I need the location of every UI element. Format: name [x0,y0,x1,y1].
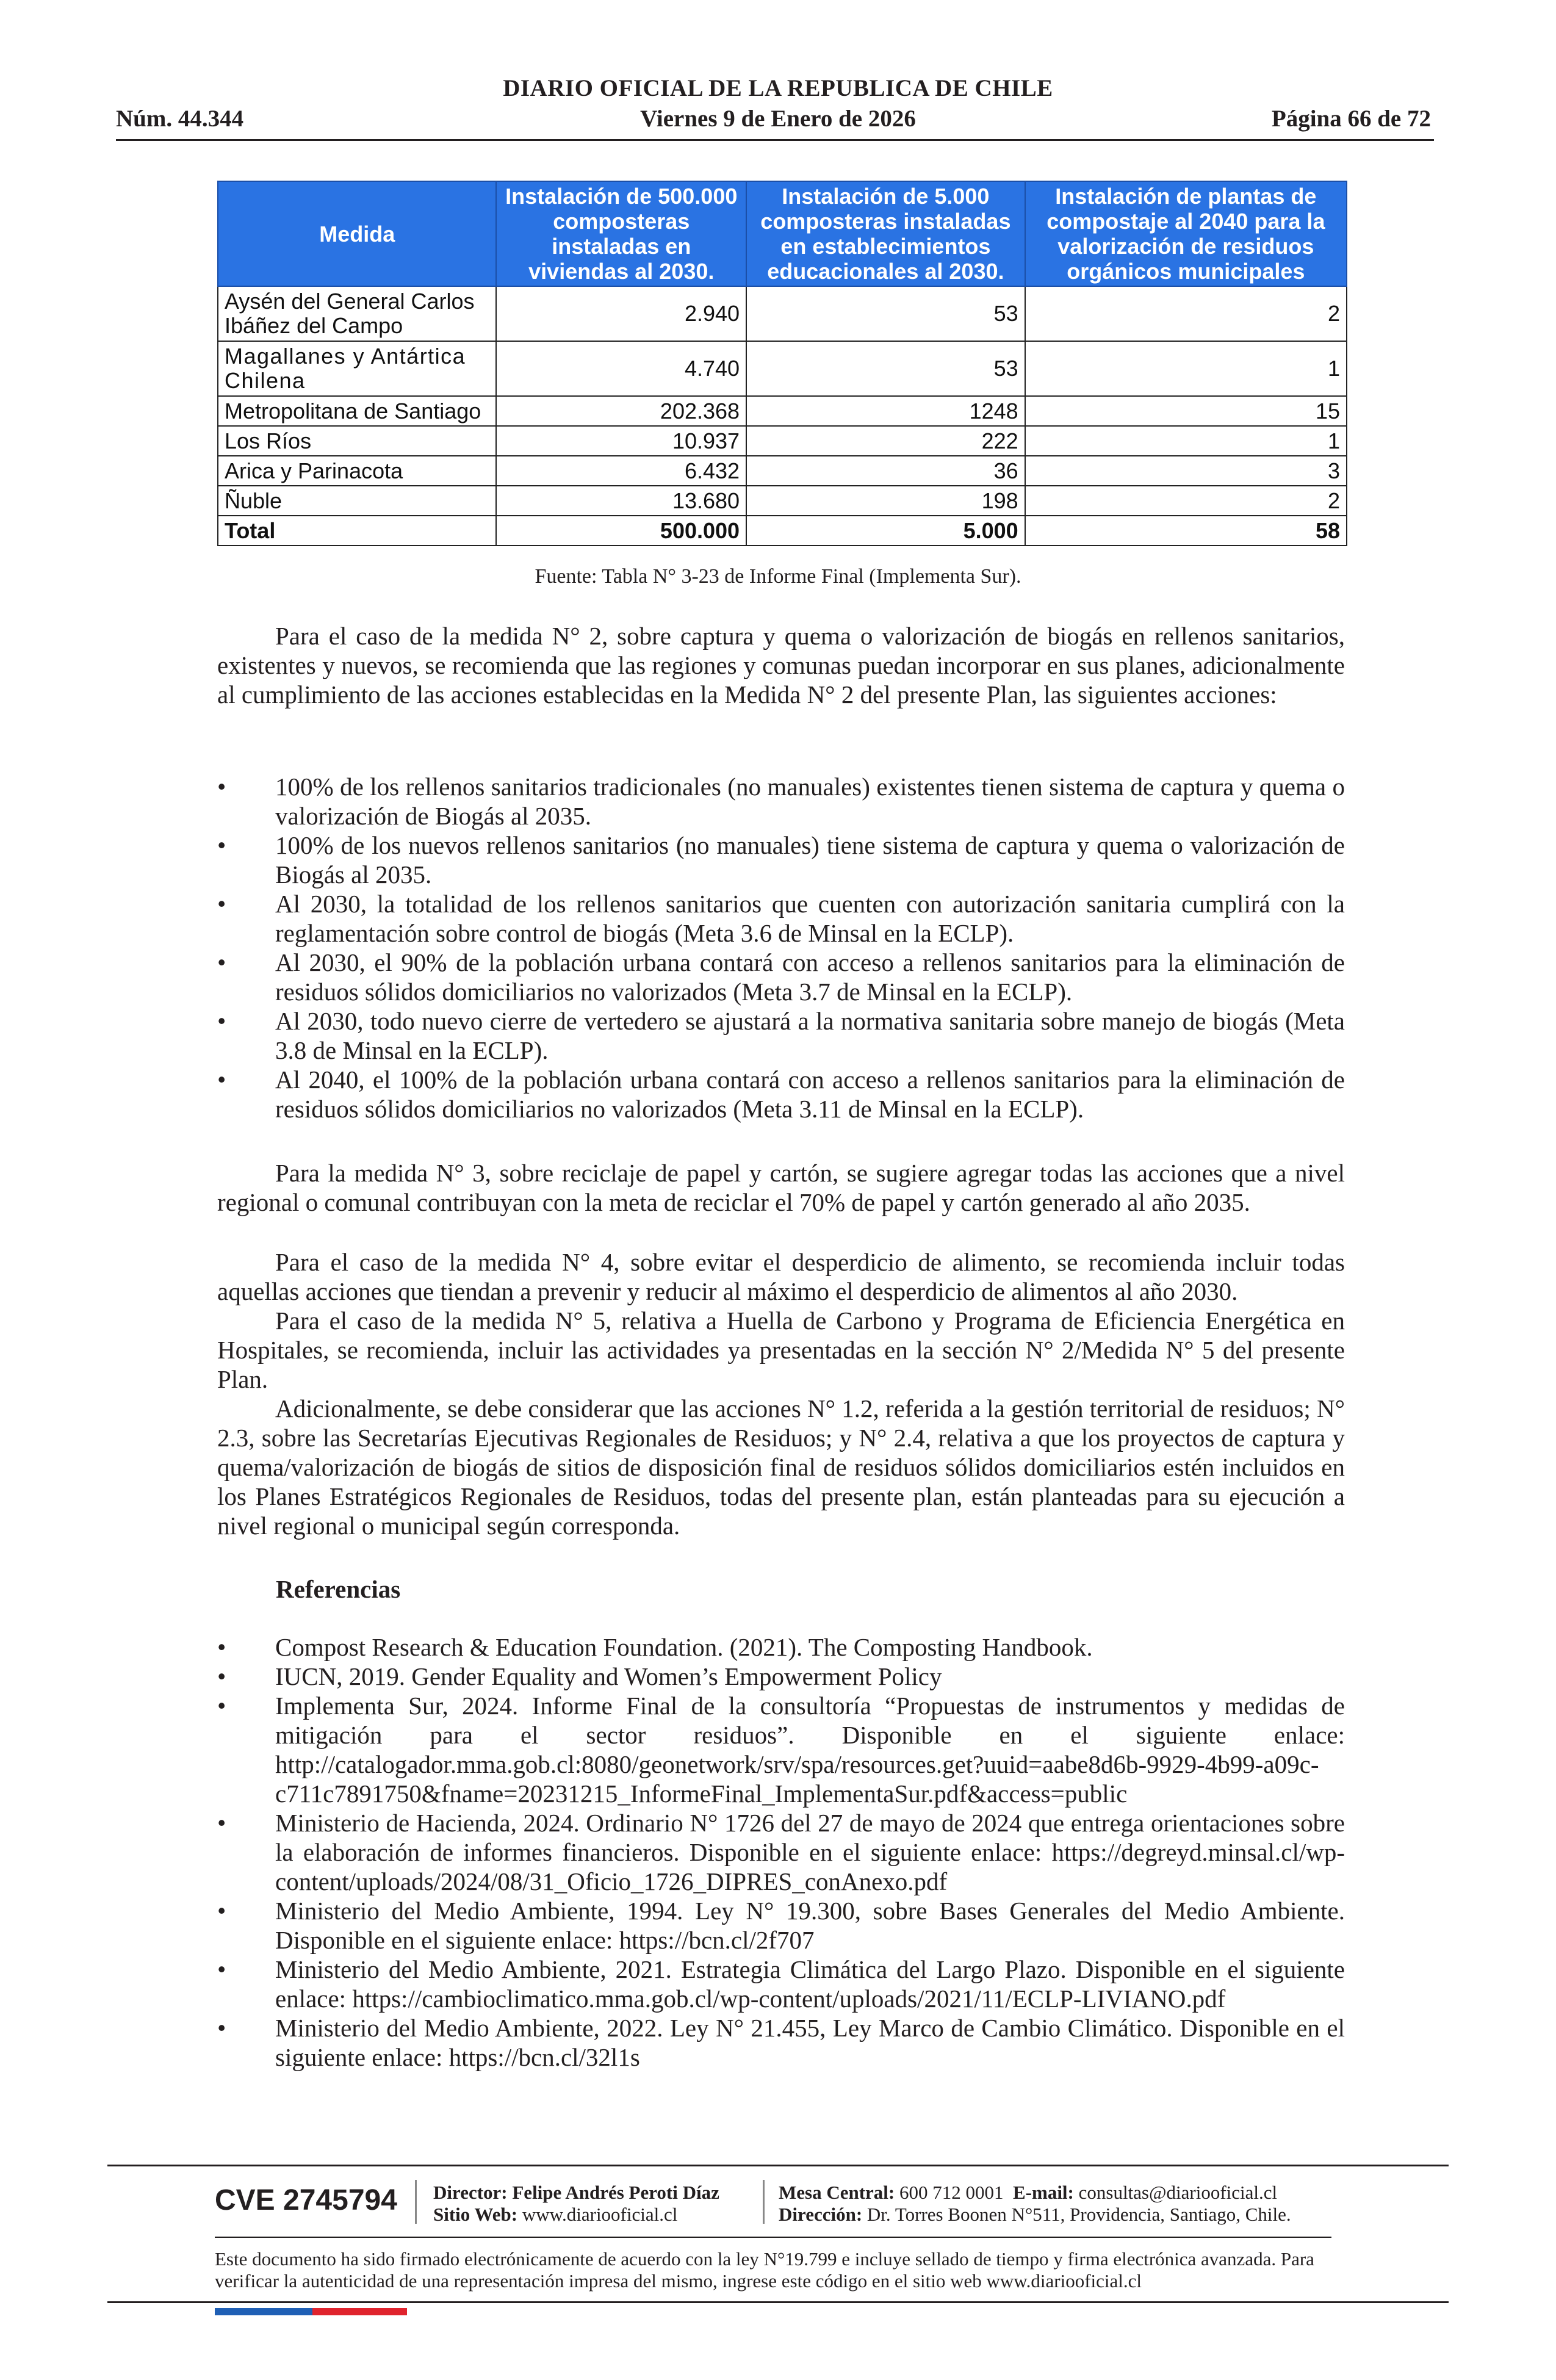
value-cell: 36 [746,456,1025,486]
list-item: • Al 2040, el 100% de la población urbana contará con acceso a rellenos sanitarios para la eliminación de residuos sólidos domiciliarios no valorizados (Meta 3.11 de Minsal en la ECLP). [217,1065,1345,1123]
table-row [218,396,1347,426]
table-source: Fuente: Tabla N° 3-23 de Informe Final (Implementa Sur). [535,565,1021,588]
value-cell: 10.937 [496,426,746,456]
director-name: Felipe Andrés Peroti Díaz [512,2182,719,2203]
header-plantas-compostaje: Instalación de plantas de compostaje al 2040 para la valorización de residuos orgánicos municipales [1025,181,1347,286]
list-item: • 100% de los nuevos rellenos sanitarios (no manuales) tiene sistema de captura y quema o valorización de Biogás al 2035. [217,831,1345,889]
table-header-row [218,181,1347,286]
signature-note: Este documento ha sido firmado electrónicamente de acuerdo con la ley N°19.799 e incluye sellado de tiempo y firma electrónica avanzada. Para verificar la autenticidad de una representación impresa del mismo, ingrese este código en el sitio web www.diariooficial.cl [215,2248,1314,2292]
footer-separator [415,2180,417,2224]
region-cell: Aysén del General Carlos Ibáñez del Campo [218,286,496,341]
header-composteras-educacionales: Instalación de 5.000 composteras instaladas en establecimientos educacionales al 2030. [746,181,1025,286]
list-item: • Al 2030, todo nuevo cierre de vertedero se ajustará a la normativa sanitaria sobre manejo de biogás (Meta 3.8 de Minsal en la ECLP). [217,1006,1345,1065]
flag-stripe-red [312,2308,407,2315]
table-row [218,341,1347,396]
reference-item[interactable]: • Ministerio del Medio Ambiente, 2021. Estrategia Climática del Largo Plazo. Disponible en el siguiente enlace: https://cambioclimatico.mma.gob.cl/wp-content/uploads/2021/11/ECLP-LIVIANO.pdf [217,1955,1345,2013]
actions-list [217,772,1345,1123]
list-item: • 100% de los rellenos sanitarios tradicionales (no manuales) existentes tienen sistema de captura y quema o valorización de Biogás al 2035. [217,772,1345,831]
address-text: Dr. Torres Boonen N°511, Providencia, Santiago, Chile. [866,2204,1291,2225]
paragraph-medida-4: Para el caso de la medida N° 4, sobre evitar el desperdicio de alimento, se recomienda incluir todas aquellas acciones que tiendan a prevenir y reducir al máximo el desperdicio de alimentos al año 2030. [217,1248,1345,1305]
intro-paragraph: Para el caso de la medida N° 2, sobre captura y quema o valorización de biogás en rellenos sanitarios, existentes y nuevos, se recomienda que las regiones y comunas puedan incorporar en sus planes, adicionalmente al cumplimiento de las acciones establecidas en la Medida N° 2 del presente Plan, las siguientes acciones: [217,622,1345,709]
value-cell: 1248 [746,396,1025,426]
value-cell: 2 [1025,486,1347,516]
references-heading: Referencias [276,1575,401,1603]
value-cell: 6.432 [496,456,746,486]
table-row [218,286,1347,341]
web-label: Sitio Web: [433,2204,518,2225]
table-row [218,426,1347,456]
region-cell: Metropolitana de Santiago [218,396,496,426]
list-item: • Al 2030, el 90% de la población urbana contará con acceso a rellenos sanitarios para la eliminación de residuos sólidos domiciliarios no valorizados (Meta 3.7 de Minsal en la ECLP). [217,948,1345,1006]
footer-contact [779,2182,1277,2204]
email-label: E-mail: [1013,2182,1074,2203]
table-row [218,486,1347,516]
footer-mid-rule [215,2237,1331,2238]
reference-item[interactable]: • Ministerio del Medio Ambiente, 2022. Ley N° 21.455, Ley Marco de Cambio Climático. Disponible en el siguiente enlace: https://bcn.cl/32l1s [217,2013,1345,2072]
email-link[interactable]: consultas@diariooficial.cl [1078,2182,1278,2203]
phone-number: 600 712 0001 [899,2182,1004,2203]
issue-date: Viernes 9 de Enero de 2026 [640,106,916,132]
total-value: 500.000 [496,516,746,546]
value-cell: 1 [1025,341,1347,396]
value-cell: 202.368 [496,396,746,426]
phone-label: Mesa Central: [779,2182,895,2203]
value-cell: 53 [746,341,1025,396]
header-divider [116,139,1434,141]
value-cell: 53 [746,286,1025,341]
reference-item[interactable]: • Implementa Sur, 2024. Informe Final de la consultoría “Propuestas de instrumentos y medidas de mitigación para el sector residuos”. Disponible en el siguiente enlace: http://catalogador.mma.gob.cl:8080/geonetwork/srv/spa/resources.get?uuid=aabe8d6b-9929-4b99-a09c-c711c7891750&fname=20231215_InformeFinal_ImplementaSur.pdf&access=public [217,1691,1345,1808]
paragraph-adicionalmente: Adicionalmente, se debe considerar que las acciones N° 1.2, referida a la gestión territorial de residuos; N° 2.3, sobre las Secretarías Ejecutivas Regionales de Residuos; y N° 2.4, relativa a que los proyectos de captura y quema/valorización de biogás de sitios de disposición final de residuos sólidos domiciliarios estén incluidos en los Planes Estratégicos Regionales de Residuos, todas del presente plan, están planteadas para su ejecución a nivel regional o municipal según corresponda. [217,1394,1345,1540]
address-label: Dirección: [779,2204,863,2225]
value-cell: 2.940 [496,286,746,341]
reference-item: • IUCN, 2019. Gender Equality and Women’s Empowerment Policy [217,1662,1345,1691]
composting-table [217,181,1347,546]
footer-address [779,2204,1291,2226]
value-cell: 1 [1025,426,1347,456]
paragraph-medida-3: Para la medida N° 3, sobre reciclaje de papel y cartón, se sugiere agregar todas las acciones que a nivel regional o comunal contribuyan con la meta de reciclar el 70% de papel y cartón generado al año 2035. [217,1159,1345,1216]
paragraph-medida-5: Para el caso de la medida N° 5, relativa a Huella de Carbono y Programa de Eficiencia Energética en Hospitales, se recomienda, incluir las actividades ya presentadas en la sección N° 2/Medida N° 5 del presente Plan. [217,1307,1345,1393]
web-link[interactable]: www.diariooficial.cl [522,2204,678,2225]
director-label: Director: [433,2182,508,2203]
reference-item[interactable]: • Ministerio del Medio Ambiente, 1994. Ley N° 19.300, sobre Bases Generales del Medio Ambiente. Disponible en el siguiente enlace: https://bcn.cl/2f707 [217,1896,1345,1955]
region-cell: Magallanes y Antártica Chilena [218,341,496,396]
total-value: 5.000 [746,516,1025,546]
footer-separator [763,2180,765,2224]
value-cell: 3 [1025,456,1347,486]
value-cell: 222 [746,426,1025,456]
table-total-row [218,516,1347,546]
footer-website [433,2204,677,2226]
gazette-title: DIARIO OFICIAL DE LA REPUBLICA DE CHILE [503,75,1053,101]
value-cell: 13.680 [496,486,746,516]
header-medida: Medida [218,181,496,286]
table-row [218,456,1347,486]
page-indicator: Página 66 de 72 [1271,106,1431,132]
list-item: • Al 2030, la totalidad de los rellenos sanitarios que cuenten con autorización sanitaria cumplirá con la reglamentación sobre control de biogás (Meta 3.6 de Minsal en la ECLP). [217,889,1345,948]
references-list [217,1632,1345,2072]
footer-top-rule [107,2165,1449,2166]
footer-bottom-rule [107,2301,1449,2303]
reference-item[interactable]: • Ministerio de Hacienda, 2024. Ordinario N° 1726 del 27 de mayo de 2024 que entrega orientaciones sobre la elaboración de informes financieros. Disponible en el siguiente enlace: https://degreyd.minsal.cl/wp-content/uploads/2024/08/31_Oficio_1726_DIPRES_conAnexo.pdf [217,1808,1345,1896]
value-cell: 4.740 [496,341,746,396]
cve-code: CVE 2745794 [215,2184,397,2216]
reference-item: • Compost Research & Education Foundation. (2021). The Composting Handbook. [217,1632,1345,1662]
value-cell: 15 [1025,396,1347,426]
region-cell: Los Ríos [218,426,496,456]
value-cell: 198 [746,486,1025,516]
flag-stripe-blue [215,2308,312,2315]
region-cell: Arica y Parinacota [218,456,496,486]
footer-director [433,2182,719,2204]
issue-number: Núm. 44.344 [116,106,244,132]
region-cell: Ñuble [218,486,496,516]
header-composteras-viviendas: Instalación de 500.000 composteras instaladas en viviendas al 2030. [496,181,746,286]
total-label: Total [218,516,496,546]
total-value: 58 [1025,516,1347,546]
value-cell: 2 [1025,286,1347,341]
